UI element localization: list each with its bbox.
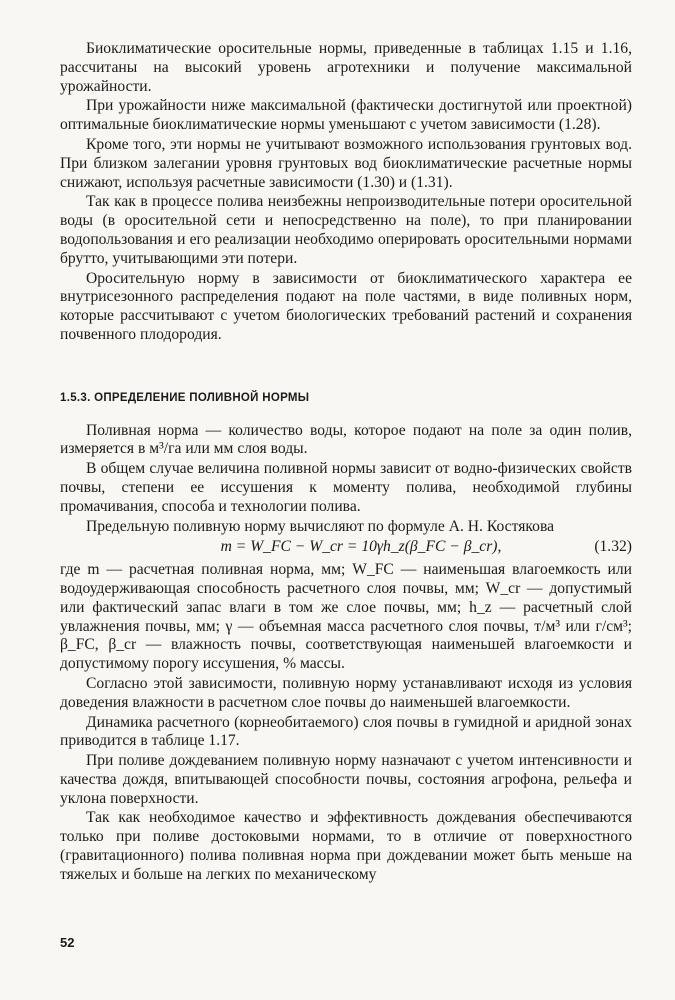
paragraph: Так как необходимое качество и эффективность дождевания обеспечиваются только при поливе достоковыми нормами, то в отличие от поверхностного (гравитационного) полива поливная норма при дождевании может быть меньше на тяжелых и больше на легких по механическому [60, 809, 632, 883]
paragraph: Биоклиматические оросительные нормы, приведенные в таблицах 1.15 и 1.16, рассчитаны на высокий уровень агротехники и получение максимальной урожайности. [60, 40, 632, 95]
paragraph: При поливе дождеванием поливную норму назначают с учетом интенсивности и качества дождя, впитывающей способности почвы, состояния агрофона, рельефа и уклона поверхности. [60, 752, 632, 807]
paragraph: Кроме того, эти нормы не учитывают возможного использования грунтовых вод. При близком залегании уровня грунтовых вод биоклиматические расчетные нормы снижают, используя расчетные зависимости (1.30) и (1.31). [60, 135, 632, 191]
formula-expression: m = W_FC − W_cr = 10γh_z(β_FC − β_cr), [220, 538, 502, 556]
formula-number: (1.32) [594, 538, 632, 556]
paragraph: Оросительную норму в зависимости от биоклиматического характера ее внутрисезонного распределения подают на поле частями, в виде поливных норм, которые рассчитывают с учетом биологических требований растений и сохранения почвенного плодородия. [60, 269, 632, 343]
section-heading: 1.5.3. ОПРЕДЕЛЕНИЕ ПОЛИВНОЙ НОРМЫ [60, 391, 310, 404]
paragraph: Так как в процессе полива неизбежны непроизводительные потери оросительной воды (в оросительной сети и непосредственно на поле), то при планировании водопользования и его реализации необходимо оперировать оросительными нормами брутто, учитывающими эти потери. [60, 193, 632, 267]
paragraph: Согласно этой зависимости, поливную норму устанавливают исходя из условия доведения влажности в расчетном слое почвы до наименьшей влагоемкости. [60, 674, 632, 711]
intro-block [60, 40, 632, 345]
paragraph: Поливная норма — количество воды, которое подают на поле за один полив, измеряется в м³/га или мм слоя воды. [60, 421, 632, 458]
paragraph: При урожайности ниже максимальной (фактически достигнутой или проектной) оптимальные биоклиматические нормы уменьшают с учетом зависимости (1.28). [60, 97, 632, 134]
paragraph: В общем случае величина поливной нормы зависит от водно-физических свойств почвы, степени ее иссушения к моменту полива, необходимой глубины промачивания, способа и технологии полива. [60, 460, 632, 515]
page-body [60, 40, 632, 885]
paragraph: Динамика расчетного (корнеобитаемого) слоя почвы в гумидной и аридной зонах приводится в таблице 1.17. [60, 713, 632, 750]
page-number: 52 [60, 935, 75, 950]
where-paragraph: где m — расчетная поливная норма, мм; W_FC — наименьшая влагоемкость или водоудерживающая способность расчетного слоя почвы, мм; W_cr — допустимый или фактический запас влаги в том же слое почвы, мм; h_z — расчетный слой увлажнения почвы, мм; γ — объемная масса расчетного слоя почвы, т/м³ или г/см³; β_FC, β_cr — влажность почвы, соответствующая наименьшей влагоемкости и допустимому порогу иссушения, % массы. [60, 561, 632, 673]
paragraph: Предельную поливную норму вычисляют по формуле А. Н. Костякова [86, 517, 555, 535]
formula-row [60, 538, 632, 557]
